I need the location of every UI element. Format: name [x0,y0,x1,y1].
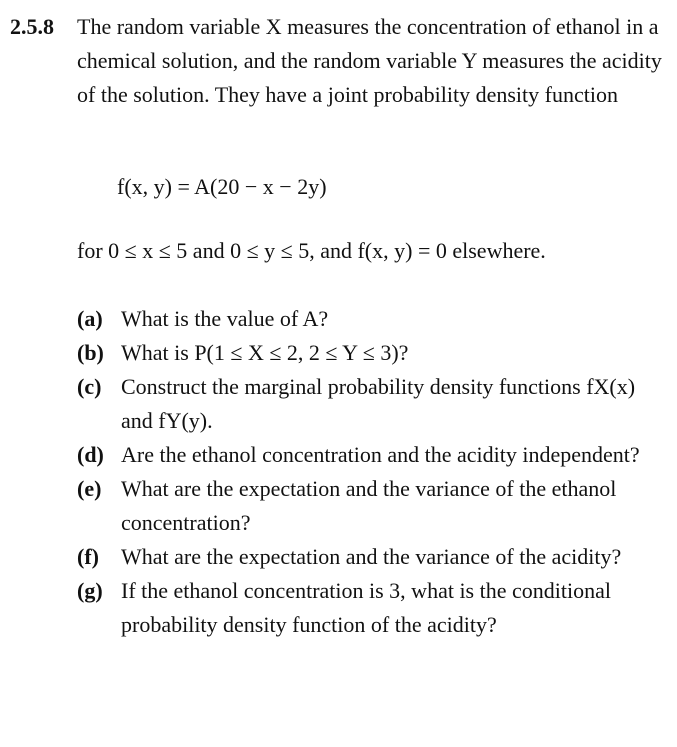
problem-number: 2.5.8 [10,14,54,39]
part-text: What is P(1 ≤ X ≤ 2, 2 ≤ Y ≤ 3)? [121,340,409,365]
joint-pdf-equation: f(x, y) = A(20 − x − 2y) [117,174,327,199]
part-text: What are the expectation and the variance of the ethanol concentration? [121,476,617,535]
part-e [77,472,672,540]
part-a [77,302,672,336]
part-g [77,574,672,642]
part-b [77,336,672,370]
part-f [77,540,672,574]
part-label: (c) [77,374,102,399]
part-label: (d) [77,442,104,467]
part-label: (a) [77,306,103,331]
problem-intro: The random variable X measures the concentration of ethanol in a chemical solution, and the random variable Y measures the acidity of the solution. They have a joint probability density function [77,14,662,107]
question-parts [77,302,672,642]
part-label: (e) [77,476,102,501]
part-label: (b) [77,340,104,365]
part-text: What is the value of A? [121,306,329,331]
part-label: (f) [77,544,99,569]
part-text: What are the expectation and the variance of the acidity? [121,544,622,569]
part-c [77,370,672,438]
pdf-domain: for 0 ≤ x ≤ 5 and 0 ≤ y ≤ 5, and f(x, y) = 0 elsewhere. [77,238,546,263]
part-text: If the ethanol concentration is 3, what is the conditional probability density function of the acidity? [121,578,611,637]
part-text: Are the ethanol concentration and the acidity independent? [121,442,640,467]
part-text: Construct the marginal probability density functions fX(x) and fY(y). [121,374,636,433]
part-d [77,438,672,472]
part-label: (g) [77,578,103,603]
